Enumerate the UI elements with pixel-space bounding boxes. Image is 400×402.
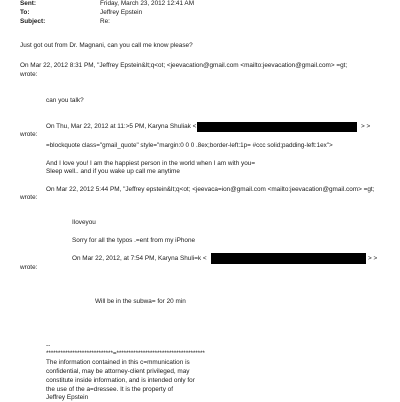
- quote-header: On Mar 22, 2012 8:31 PM, "Jeffrey Epstein&lt;q<ot; <jeevacation@gmail.com <mailto:jeevacation@gmail.com> =gt;: [20, 62, 348, 69]
- quote-text: Sleep well.. and if you wake up call me anytime: [46, 168, 180, 175]
- signature-dashes: --: [46, 342, 51, 349]
- sent-value: Friday, March 23, 2012 12:41 AM: [100, 0, 195, 7]
- disclaimer-line: the use of the a=dressee. It is the property of: [46, 386, 174, 393]
- redaction-bar: [211, 253, 366, 264]
- quote-header: On Mar 22, 2012, at 7:54 PM, Karyna Shuli=k <: [72, 255, 207, 262]
- quote-header-tail: > >: [361, 123, 371, 130]
- quote-text: Sorry for all the typos .=ent from my iPhone: [72, 237, 196, 244]
- disclaimer-line: confidential, may be attorney-client privileged, may: [46, 368, 190, 375]
- blockquote-markup: =blockquote class="gmail_quote" style="margin:0 0 0 .8ex;border-left:1p= #ccc solid;padding-left:1ex">: [46, 142, 333, 149]
- quote-text: And I love you! I am the happiest person in the world when I am with you=: [46, 160, 256, 167]
- quote-text: can you talk?: [46, 97, 84, 104]
- quote-wrote: wrote:: [20, 131, 38, 138]
- quote-wrote: wrote:: [20, 194, 38, 201]
- subject-label: Subject:: [20, 18, 46, 25]
- subject-value: Re:: [100, 18, 110, 25]
- to-value: Jeffrey Epstein: [100, 9, 143, 16]
- quote-wrote: wrote:: [20, 264, 38, 271]
- disclaimer-line: constitute inside information, and is intended only for: [46, 377, 195, 384]
- quote-header: On Thu, Mar 22, 2012 at 11:>5 PM, Karyna Shuliak <: [46, 123, 197, 130]
- message-line: Just got out from Dr. Magnani, can you call me know please?: [20, 42, 193, 49]
- disclaimer-line: Jeffrey Epstein: [46, 394, 89, 401]
- quote-header-tail: > >: [368, 255, 378, 262]
- to-label: To:: [20, 9, 30, 16]
- disclaimer-line: The information contained in this c=mmunication is: [46, 359, 190, 366]
- quote-wrote: wrote:: [20, 71, 38, 78]
- separator-stars: ****************************=*************************************: [46, 350, 205, 357]
- quote-header: On Mar 22, 2012 5:44 PM, "Jeffrey epstein&lt;q<ot; <jeevaca=ion@gmail.com <mailto:jeevacation@gmail.com> =gt;: [46, 186, 375, 193]
- quote-text: Iloveyou: [72, 219, 96, 226]
- quote-text: Will be in the subwa= for 20 min: [95, 298, 186, 305]
- sent-label: Sent:: [20, 0, 36, 7]
- redaction-bar: [197, 122, 357, 132]
